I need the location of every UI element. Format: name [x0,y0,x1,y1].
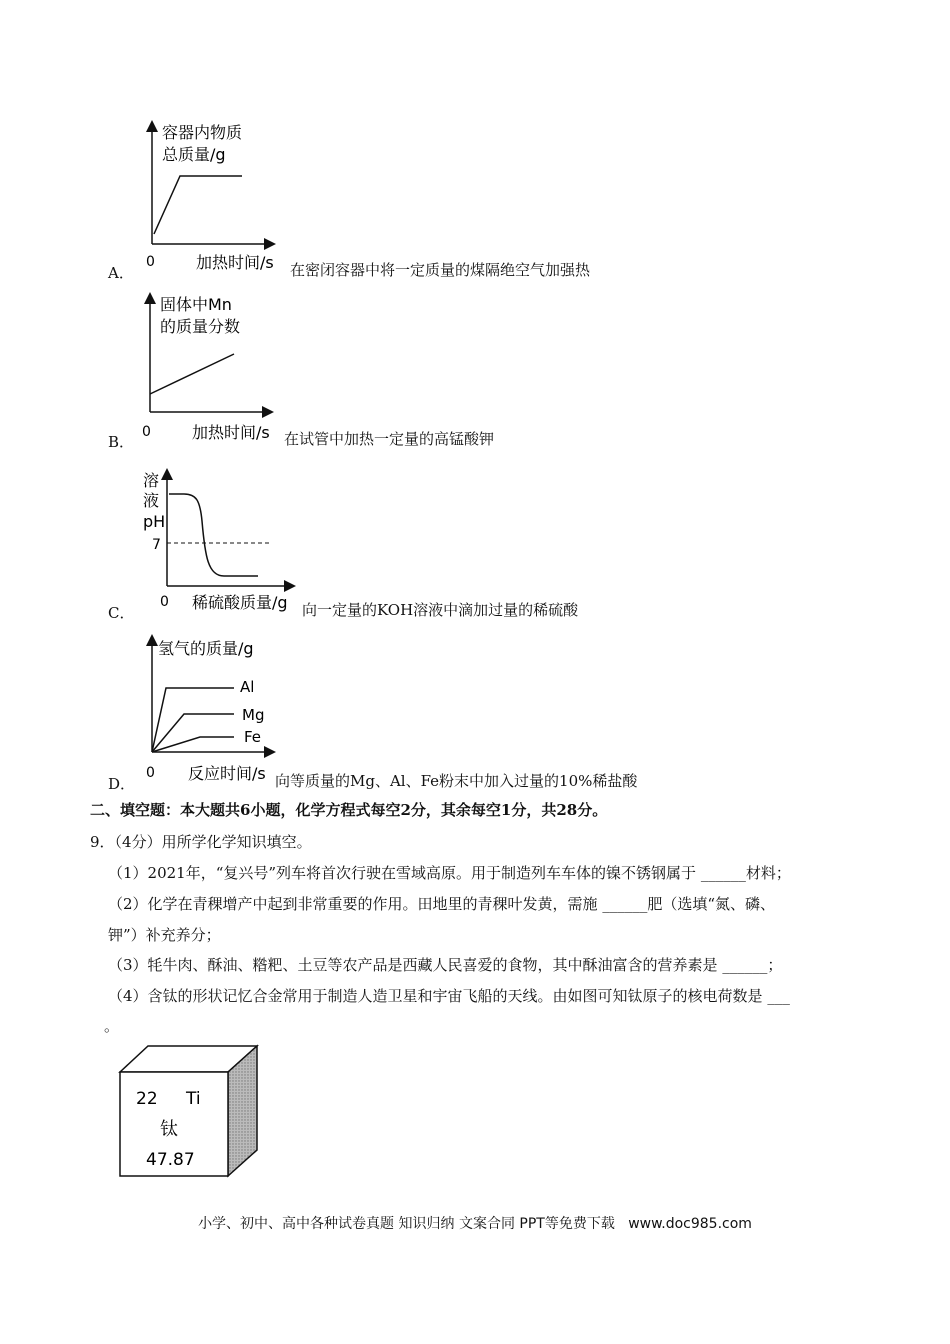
graph-c [140,466,300,616]
series-label-al: Al [240,678,255,696]
question-9-part-1: （1）2021年，“复兴号”列车将首次行驶在雪域高原。用于制造列车车体的镍不锈钢属于 ______材料； [108,864,791,882]
option-letter-c: C． [108,604,135,622]
y-label-3: pH [143,512,166,531]
option-letter-d: D． [108,775,136,793]
element-symbol: Ti [186,1089,201,1109]
x-label: 稀硫酸质量/g [192,593,288,612]
option-text-a: 在密闭容器中将一定质量的煤隔绝空气加强热 [290,261,591,279]
option-text-c: 向一定量的KOH溶液中滴加过量的稀硫酸 [302,601,579,619]
series-label-mg: Mg [242,706,265,724]
tick-7: 7 [152,537,161,553]
option-letter-a: A． [108,264,134,282]
graph-d [140,634,280,786]
x-label: 加热时间/s [192,423,270,442]
atomic-mass: 47.87 [146,1150,195,1170]
curve-al [152,688,234,752]
origin-label: 0 [160,594,169,610]
curve-a [154,176,242,234]
curve-c [169,494,258,576]
y-label-1: 固体中Mn [160,295,232,314]
y-label-2: 总质量/g [162,145,226,164]
option-text-b: 在试管中加热一定量的高锰酸钾 [284,430,495,448]
origin-label: 0 [146,254,155,270]
atomic-number: 22 [136,1089,158,1109]
question-9-stem: 9．（4分）用所学化学知识填空。 [90,833,312,851]
page-footer: 小学、初中、高中各种试卷真题 知识归纳 文案合同 PPT等免费下载 www.doc985.com [198,1216,752,1232]
question-9-part-2: （2）化学在青稞增产中起到非常重要的作用。田地里的青稞叶发黄，需施 ______肥（选填“氮、磷、 [108,895,775,913]
y-label-2: 的质量分数 [160,317,241,336]
question-9-part-3: （3）牦牛肉、酥油、糌粑、土豆等农产品是西藏人民喜爱的食物，其中酥油富含的营养素是 ______； [108,956,783,974]
question-9-part-2-cont: 钾”）补充养分； [108,926,221,944]
graph-b [138,292,288,447]
y-label-2: 液 [143,491,160,510]
origin-label: 0 [142,424,151,440]
curve-b [150,354,234,394]
element-name: 钛 [160,1119,178,1140]
curve-mg [152,714,234,752]
series-label-fe: Fe [244,728,262,746]
y-label-1: 溶 [143,471,160,490]
x-label: 加热时间/s [196,253,274,272]
graph-a [140,118,290,278]
option-letter-b: B． [108,433,135,451]
y-label-1: 容器内物质 [162,123,243,142]
question-9-part-4: （4）含钛的形状记忆合金常用于制造人造卫星和宇宙飞船的天线。由如图可知钛原子的核电荷数是 ___ [108,987,790,1005]
element-cube [112,1044,272,1180]
curve-fe [152,737,234,752]
origin-label: 0 [146,765,155,781]
question-9-part-4-end: 。 [104,1017,120,1035]
option-text-d: 向等质量的Mg、Al、Fe粉末中加入过量的10%稀盐酸 [275,772,638,790]
x-label: 反应时间/s [188,764,266,783]
y-label: 氢气的质量/g [158,639,254,658]
section-heading: 二、填空题：本大题共6小题，化学方程式每空2分，其余每空1分，共28分。 [90,801,608,819]
